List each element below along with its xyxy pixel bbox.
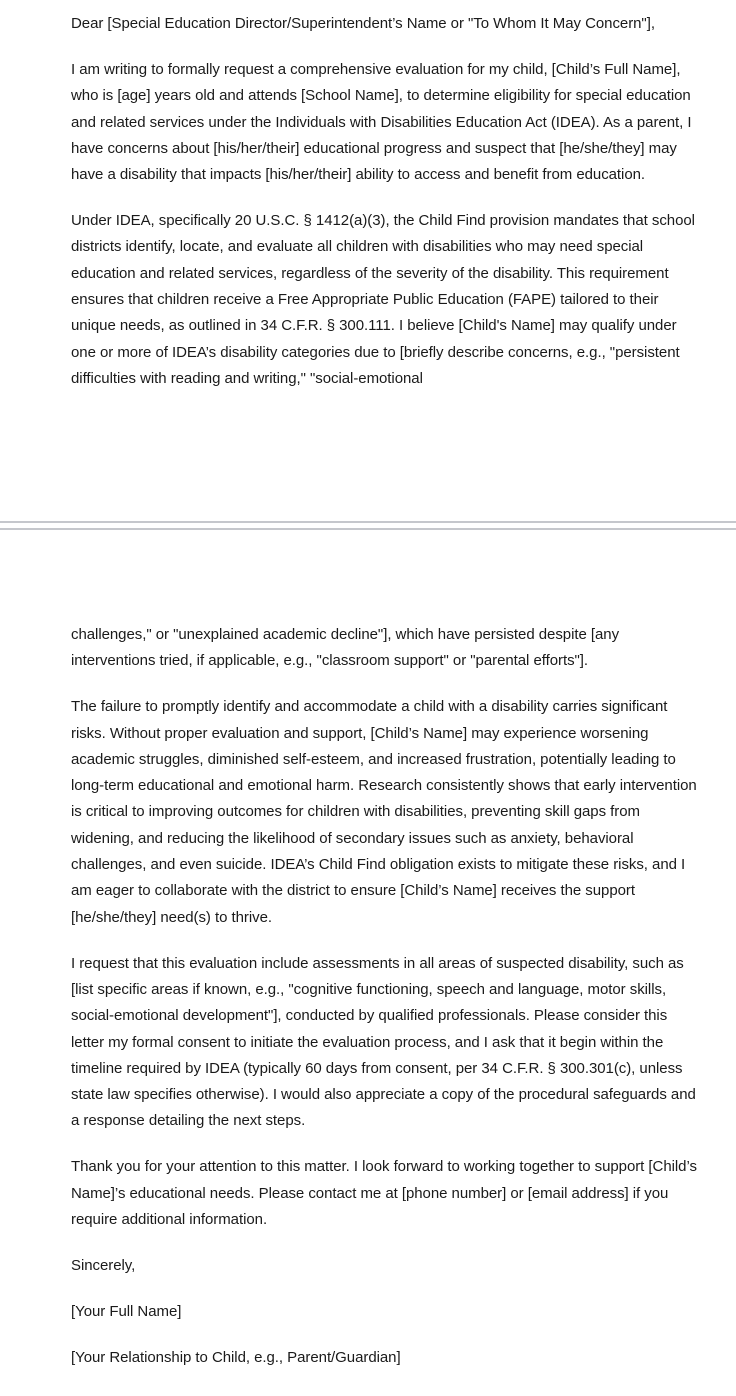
- salutation: Dear [Special Education Director/Superintendent’s Name or "To Whom It May Concern"],: [71, 15, 655, 32]
- paragraph-thanks: Thank you for your attention to this matter. I look forward to working together to support [Child’s Name]’s educational needs. Please contact me at [phone number] or [email address] if you require additional information.: [71, 1158, 697, 1228]
- document-page-1: [0, 0, 736, 521]
- page-1-body: [71, 11, 701, 412]
- paragraph-evaluation-scope: I request that this evaluation include assessments in all areas of suspected disability, such as [list specific areas if known, e.g., "cognitive functioning, speech and language, motor skills, social-emotional development"], conducted by qualified professionals. Please consider this letter my formal consent to initiate the evaluation process, and I ask that it begin within the timeline required by IDEA (typically 60 days from consent, per 34 C.F.R. § 300.301(c), unless state law specifies otherwise). I would also appreciate a copy of the procedural safeguards and a response detailing the next steps.: [71, 954, 696, 1130]
- paragraph-risks: The failure to promptly identify and accommodate a child with a disability carries significant risks. Without proper evaluation and support, [Child’s Name] may experience worsening academic struggles, diminished self-esteem, and increased frustration, potentially leading to long-term educational and emotional harm. Research consistently shows that early intervention is critical to improving outcomes for children with disabilities, preventing skill gaps from widening, and reducing the likelihood of secondary issues such as anxiety, behavioral challenges, and even suicide. IDEA’s Child Find obligation exists to mitigate these risks, and I am eager to collaborate with the district to ensure [Child’s Name] receives the support [he/she/they] need(s) to thrive.: [71, 698, 697, 926]
- paragraph-request: I am writing to formally request a comprehensive evaluation for my child, [Child’s Full Name], who is [age] years old and attends [School Name], to determine eligibility for special education and related services under the Individuals with Disabilities Education Act (IDEA). As a parent, I have concerns about [his/her/their] educational progress and suspect that [he/she/they] may have a disability that impacts [his/her/their] ability to access and benefit from education.: [71, 60, 692, 184]
- signature-name: [Your Full Name]: [71, 1302, 182, 1320]
- paragraph-child-find-start: Under IDEA, specifically 20 U.S.C. § 1412(a)(3), the Child Find provision mandates that school districts identify, locate, and evaluate all children with disabilities who may need special education and related services, regardless of the severity of the disability. This requirement ensures that children receive a Free Appropriate Public Education (FAPE) tailored to their unique needs, as outlined in 34 C.F.R. § 300.111. I believe [Child's Name] may qualify under one or more of IDEA’s disability categories due to [briefly describe concerns, e.g., "persistent difficulties with reading and writing," "social-emotional: [71, 212, 695, 387]
- closing: Sincerely,: [71, 1256, 136, 1274]
- page-2-body: [71, 622, 701, 1391]
- page-break-divider: [0, 521, 736, 530]
- paragraph-child-find-continued: challenges," or "unexplained academic decline"], which have persisted despite [any interventions tried, if applicable, e.g., "classroom support" or "parental efforts"].: [71, 626, 620, 670]
- document-page-2: [0, 530, 736, 1396]
- signature-relationship: [Your Relationship to Child, e.g., Parent/Guardian]: [71, 1348, 401, 1366]
